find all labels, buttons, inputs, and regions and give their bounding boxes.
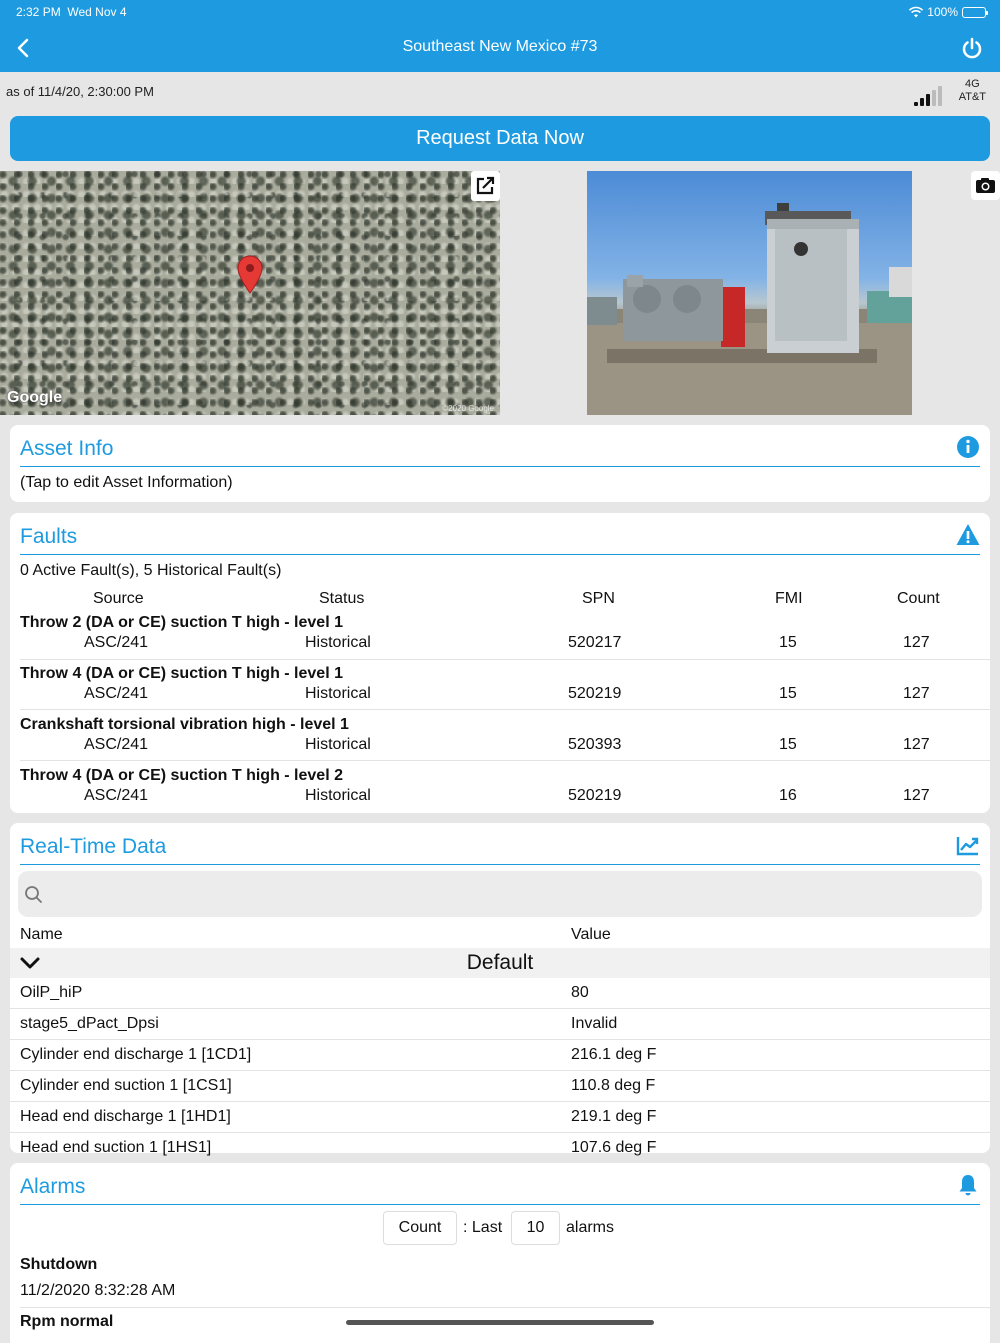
data-value: Invalid xyxy=(571,1015,618,1032)
request-data-button[interactable]: Request Data Now xyxy=(10,116,990,161)
col-header-status: Status xyxy=(319,590,365,607)
alarms-title: Alarms xyxy=(20,1175,86,1198)
google-logo: Google xyxy=(7,389,63,406)
data-list xyxy=(10,978,990,1156)
col-header-count: Count xyxy=(897,590,940,607)
signal-bar xyxy=(938,86,942,106)
battery-icon xyxy=(962,7,986,18)
search-icon xyxy=(18,871,64,917)
realtime-data-card xyxy=(10,823,990,1156)
data-name: stage5_dPact_Dpsi xyxy=(20,1015,159,1032)
alarm-mode-select[interactable]: Count xyxy=(383,1211,457,1245)
row-divider xyxy=(20,760,990,761)
signal-indicator xyxy=(912,78,992,108)
fault-source: ASC/241 xyxy=(84,685,149,702)
section-divider xyxy=(20,466,980,467)
trend-chart-icon[interactable] xyxy=(956,833,980,857)
fault-row[interactable] xyxy=(10,715,990,766)
faults-summary: 0 Active Fault(s), 5 Historical Fault(s) xyxy=(20,562,282,579)
data-row[interactable] xyxy=(10,1102,990,1133)
row-divider xyxy=(20,709,990,710)
data-row[interactable] xyxy=(10,1133,990,1164)
fault-spn: 520393 xyxy=(568,736,622,753)
data-name: Cylinder end discharge 1 [1CD1] xyxy=(20,1046,252,1063)
fault-spn: 520217 xyxy=(568,634,622,651)
group-header-default[interactable] xyxy=(10,948,990,978)
wifi-icon xyxy=(909,7,923,18)
data-name: OilP_hiP xyxy=(20,984,83,1001)
alarm-count-input[interactable]: 10 xyxy=(511,1211,560,1245)
fault-source: ASC/241 xyxy=(84,736,149,753)
alarm-time: 11/2/2020 8:32:28 AM xyxy=(20,1282,176,1299)
asset-info-text: (Tap to edit Asset Information) xyxy=(20,474,233,491)
fault-row[interactable] xyxy=(10,613,990,664)
alarms-card xyxy=(10,1163,990,1343)
fault-name: Throw 4 (DA or CE) suction T high - level 2 xyxy=(20,767,343,784)
fault-count: 127 xyxy=(903,685,930,702)
signal-bar xyxy=(932,90,936,106)
alarm-name: Rpm normal xyxy=(20,1313,114,1330)
status-right xyxy=(909,5,986,19)
data-name: Head end discharge 1 [1HD1] xyxy=(20,1108,231,1125)
network-info xyxy=(959,78,986,104)
section-divider xyxy=(20,1204,980,1205)
status-bar xyxy=(0,0,1000,24)
data-row[interactable] xyxy=(10,978,990,1009)
signal-bars xyxy=(914,86,942,106)
warning-icon[interactable] xyxy=(956,523,980,547)
faults-title: Faults xyxy=(20,525,78,548)
section-divider xyxy=(20,554,980,555)
row-divider xyxy=(20,659,990,660)
carrier-name: AT&T xyxy=(958,91,986,103)
data-value: 80 xyxy=(571,984,589,1001)
realtime-title: Real-Time Data xyxy=(20,835,167,858)
data-row[interactable] xyxy=(10,1040,990,1071)
fault-status: Historical xyxy=(305,685,371,702)
data-value: 110.8 deg F xyxy=(571,1077,656,1094)
data-name: Cylinder end suction 1 [1CS1] xyxy=(20,1077,232,1094)
fault-source: ASC/241 xyxy=(84,634,149,651)
fault-spn: 520219 xyxy=(568,787,622,804)
col-header-value: Value xyxy=(571,926,611,943)
fault-fmi: 16 xyxy=(779,787,797,804)
fault-fmi: 15 xyxy=(779,736,797,753)
alarm-item[interactable] xyxy=(10,1253,990,1308)
bell-icon[interactable] xyxy=(956,1173,980,1197)
data-row[interactable] xyxy=(10,1071,990,1102)
asset-info-card[interactable] xyxy=(10,425,990,502)
group-label: Default xyxy=(466,951,534,974)
info-icon[interactable] xyxy=(956,435,980,459)
location-map[interactable] xyxy=(0,171,500,415)
map-copyright: ©2020 Google xyxy=(442,404,494,413)
fault-row[interactable] xyxy=(10,766,990,813)
asset-photo[interactable] xyxy=(587,171,912,415)
section-divider xyxy=(20,864,980,865)
last-updated-text: as of 11/4/20, 2:30:00 PM xyxy=(6,84,154,99)
alarm-suffix-label: alarms xyxy=(566,1219,615,1236)
fault-count: 127 xyxy=(903,634,930,651)
alarm-last-label: : Last xyxy=(463,1219,503,1236)
data-value: 107.6 deg F xyxy=(571,1139,657,1156)
fault-source: ASC/241 xyxy=(84,787,149,804)
asset-info-title: Asset Info xyxy=(20,437,114,460)
signal-bar xyxy=(926,94,930,106)
col-header-name: Name xyxy=(20,926,63,943)
fault-count: 127 xyxy=(903,787,930,804)
camera-icon xyxy=(971,171,1000,200)
row-divider xyxy=(20,1307,990,1308)
fault-status: Historical xyxy=(305,736,371,753)
alarm-name: Shutdown xyxy=(20,1256,98,1273)
compressor-illustration xyxy=(587,171,912,415)
status-time: 2:32 PM Wed Nov 4 xyxy=(16,5,127,19)
col-header-fmi: FMI xyxy=(775,590,803,607)
signal-bar xyxy=(914,102,918,106)
nav-bar xyxy=(0,24,1000,72)
fault-name: Throw 4 (DA or CE) suction T high - level 1 xyxy=(20,665,343,682)
open-map-button[interactable] xyxy=(471,171,500,201)
fault-status: Historical xyxy=(305,634,371,651)
fault-fmi: 15 xyxy=(779,685,797,702)
data-name: Head end suction 1 [1HS1] xyxy=(20,1139,212,1156)
faults-card xyxy=(10,513,990,813)
data-row[interactable] xyxy=(10,1009,990,1040)
data-value: 219.1 deg F xyxy=(571,1108,657,1125)
page-title: Southeast New Mexico #73 xyxy=(402,38,598,55)
col-header-source: Source xyxy=(93,590,144,607)
fault-spn: 520219 xyxy=(568,685,622,702)
camera-button[interactable] xyxy=(971,171,1000,200)
fault-fmi: 15 xyxy=(779,634,797,651)
data-value: 216.1 deg F xyxy=(571,1046,657,1063)
fault-count: 127 xyxy=(903,736,930,753)
battery-percent: 100% xyxy=(927,5,958,19)
col-header-spn: SPN xyxy=(582,590,615,607)
home-indicator[interactable] xyxy=(346,1320,654,1325)
network-type: 4G xyxy=(965,78,980,90)
power-icon[interactable] xyxy=(958,34,986,62)
fault-name: Crankshaft torsional vibration high - level 1 xyxy=(20,716,349,733)
fault-name: Throw 2 (DA or CE) suction T high - level 1 xyxy=(20,614,343,631)
alarm-item[interactable] xyxy=(10,1310,990,1340)
fault-status: Historical xyxy=(305,787,371,804)
external-link-icon xyxy=(471,171,500,201)
search-input[interactable] xyxy=(18,871,982,917)
map-pin-icon xyxy=(236,254,264,294)
fault-row[interactable] xyxy=(10,664,990,715)
signal-bar xyxy=(920,98,924,106)
